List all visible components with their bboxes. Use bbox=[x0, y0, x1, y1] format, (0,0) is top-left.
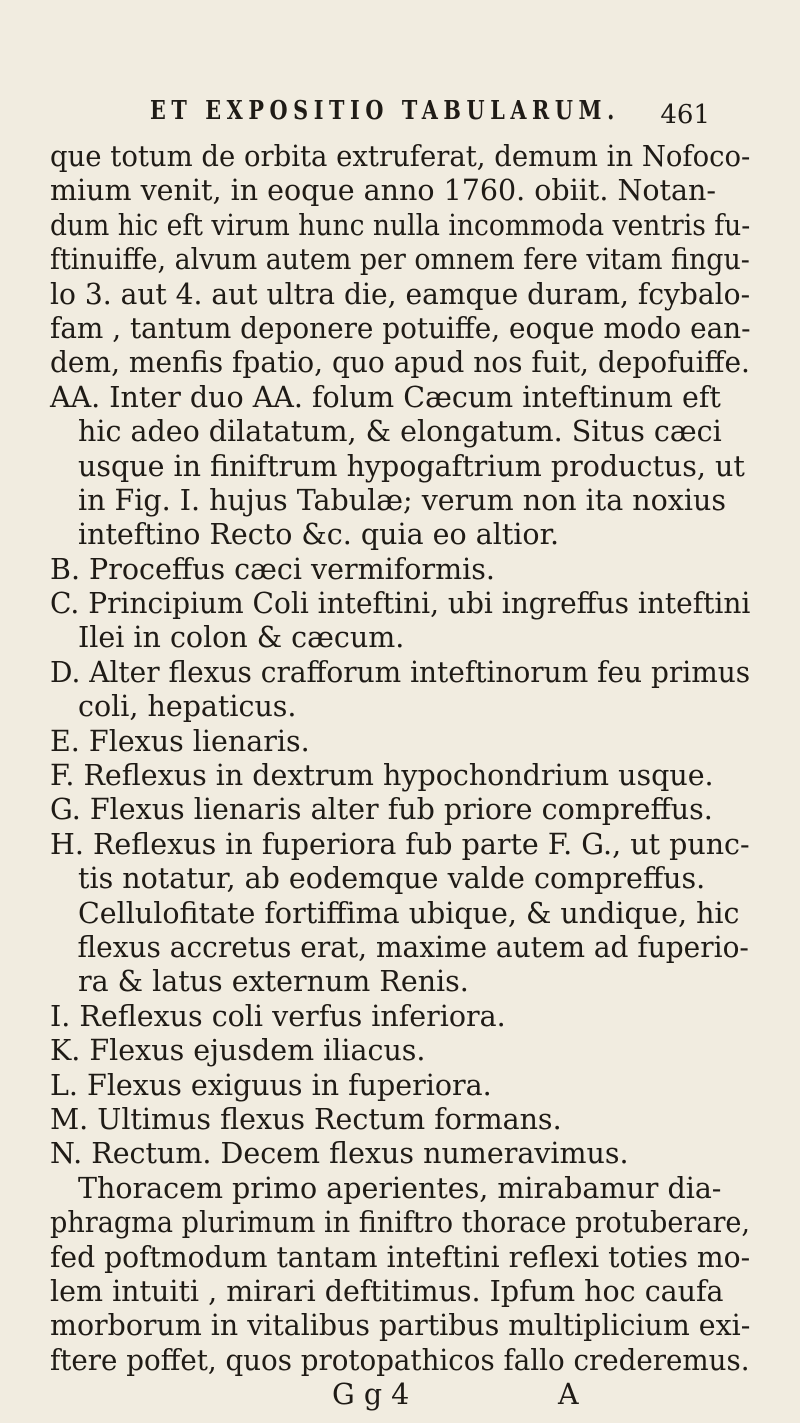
text-line: flexus accretus erat, maxime autem ad fuperio- bbox=[77, 930, 749, 964]
text-line: fed poftmodum tantam inteftini reflexi toties mo- bbox=[50, 1240, 751, 1274]
legend-entry: L. Flexus exiguus in fuperiora. bbox=[50, 1068, 492, 1102]
text-line: Ilei in colon & cæcum. bbox=[78, 621, 405, 655]
text-line: coli, hepaticus. bbox=[78, 690, 297, 724]
text-line: morborum in vitalibus partibus multiplicium exi- bbox=[50, 1309, 751, 1343]
text-line: dem, menfis fpatio, quo apud nos fuit, depofuiffe. bbox=[50, 346, 750, 380]
legend-entry: N. Rectum. Decem flexus numeravimus. bbox=[50, 1137, 629, 1171]
legend-entry: C. Principium Coli inteftini, ubi ingreffus inteftini bbox=[50, 587, 751, 621]
running-head: ET EXPOSITIO TABULARUM. bbox=[150, 96, 620, 126]
text-line: lem intuiti , mirari deftitimus. Ipfum hoc caufa bbox=[50, 1274, 724, 1308]
signature-mark: G g 4 bbox=[332, 1378, 410, 1412]
page-header bbox=[150, 96, 710, 136]
text-line: Cellulofitate fortiffima ubique, & undique, hic bbox=[78, 896, 740, 930]
text-line: tis notatur, ab eodemque valde compreffus. bbox=[78, 862, 706, 896]
text-line: Thoracem primo aperientes, mirabamur dia- bbox=[78, 1171, 722, 1205]
legend-entry: I. Reflexus coli verfus inferiora. bbox=[50, 999, 506, 1033]
text-line: que totum de orbita extruferat, demum in Nofoco- bbox=[50, 140, 751, 173]
text-line: lo 3. aut 4. aut ultra die, eamque duram, fcybalo- bbox=[50, 277, 751, 311]
text-line: in Fig. I. hujus Tabulæ; verum non ita noxius bbox=[78, 483, 726, 517]
body-text bbox=[50, 140, 750, 1412]
legend-entry: AA. Inter duo AA. folum Cæcum inteftinum eft bbox=[50, 380, 721, 414]
text-line: dum hic eft virum hunc nulla incommoda ventris fu- bbox=[50, 208, 751, 242]
legend-entry: M. Ultimus flexus Rectum formans. bbox=[50, 1102, 562, 1136]
legend-entry: F. Reflexus in dextrum hypochondrium usque. bbox=[50, 759, 714, 793]
legend-entry: K. Flexus ejusdem iliacus. bbox=[50, 1034, 426, 1068]
text-line: inteftino Recto &c. quia eo altior. bbox=[78, 518, 560, 552]
text-line: hic adeo dilatatum, & elongatum. Situs cæci bbox=[78, 415, 722, 449]
text-line: usque in finiftrum hypogaftrium productus, ut bbox=[78, 449, 745, 483]
text-line: phragma plurimum in finiftro thorace protuberare, bbox=[50, 1206, 751, 1240]
page-footer bbox=[50, 1378, 750, 1412]
legend-entry: D. Alter flexus crafforum inteftinorum feu primus bbox=[50, 655, 751, 689]
text-line: mium venit, in eoque anno 1760. obiit. Notan- bbox=[50, 174, 716, 208]
legend-entry: B. Proceffus cæci vermiformis. bbox=[50, 552, 495, 586]
text-line: ftere poffet, quos protopathicos fallo crederemus. bbox=[50, 1343, 750, 1377]
legend-entry: G. Flexus lienaris alter fub priore compreffus. bbox=[50, 793, 713, 827]
text-line: ra & latus externum Renis. bbox=[78, 965, 469, 999]
legend-entry: E. Flexus lienaris. bbox=[50, 724, 310, 758]
catchword: A bbox=[558, 1378, 579, 1412]
legend-entry: H. Reflexus in fuperiora fub parte F. G., ut punc- bbox=[50, 827, 750, 861]
text-line: fam , tantum deponere potuiffe, eoque modo ean- bbox=[50, 311, 751, 345]
text-line: ftinuiffe, alvum autem per omnem fere vitam fingu- bbox=[50, 243, 750, 277]
page-number: 461 bbox=[660, 100, 710, 130]
